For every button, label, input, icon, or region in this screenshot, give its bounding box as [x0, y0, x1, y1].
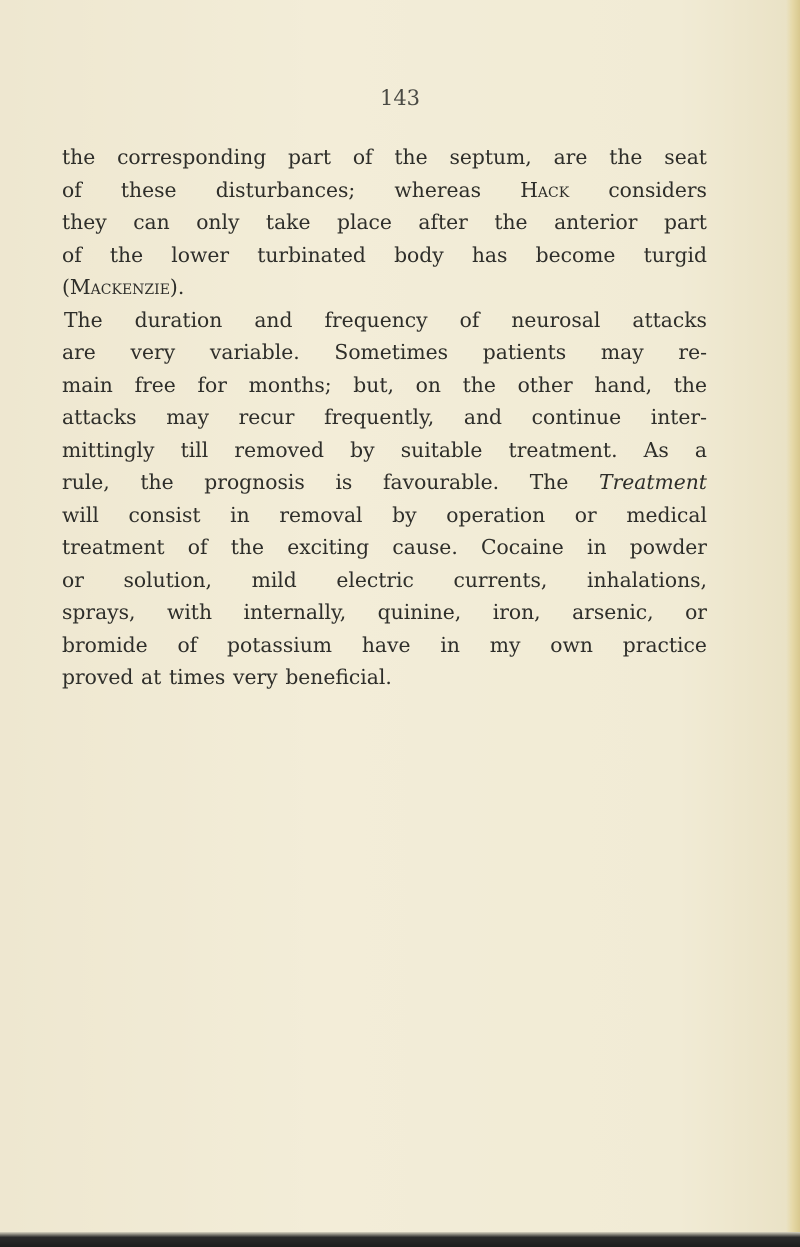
author-name-mackenzie: (Mackenzie). [62, 275, 185, 299]
text-line: attacks may recur frequently, and continue inter- [62, 405, 707, 429]
text-line: of the lower turbinated body has become turgid [62, 242, 707, 267]
text-line: are very variable. Sometimes patients may re- [62, 340, 707, 364]
text-line: of these disturbances; whereas Hack considers [62, 174, 707, 207]
text-line: will consist in removal by operation or medical [62, 502, 707, 527]
text-line: main free for months; but, on the other hand, the [62, 372, 707, 397]
author-name-hack: Hack [520, 177, 570, 202]
text-line: proved at times very beneficial. [62, 665, 392, 689]
text-line: bromide of potassium have in my own practice [62, 632, 707, 657]
scan-bottom-border [0, 1232, 800, 1247]
text-line [62, 271, 707, 304]
page-number: 143 [379, 86, 421, 110]
treatment-heading: Treatment [599, 470, 707, 494]
text-line: mittingly till removed by suitable treatment. As a [62, 437, 707, 462]
body-text [62, 141, 707, 694]
text-line: the corresponding part of the septum, are the seat [62, 145, 707, 169]
text-line: they can only take place after the anterior part [62, 210, 707, 234]
page-edge-shadow [786, 0, 800, 1247]
text-line: rule, the prognosis is favourable. The Treatment [62, 466, 707, 499]
text-line: or solution, mild electric currents, inhalations, [62, 567, 707, 592]
text-line: sprays, with internally, quinine, iron, arsenic, or [62, 600, 707, 624]
text-line: The duration and frequency of neurosal attacks [64, 307, 707, 332]
text-line: treatment of the exciting cause. Cocaine in powder [62, 535, 707, 559]
